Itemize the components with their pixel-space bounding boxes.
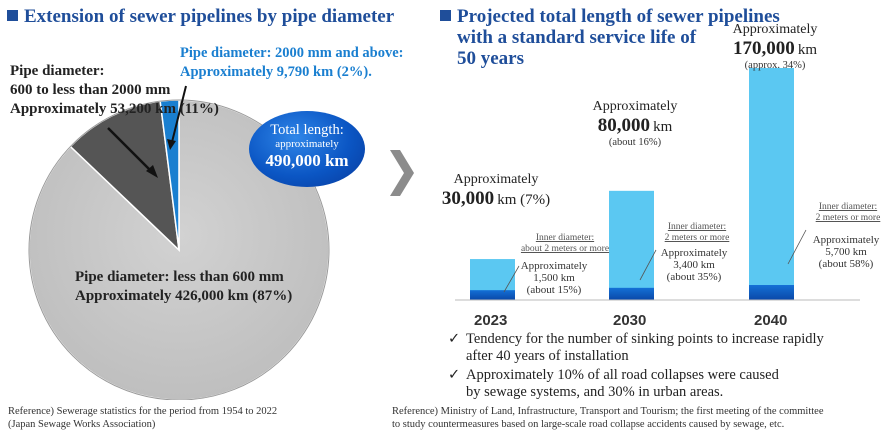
inner-label-2023-line2: about 2 meters or more (520, 244, 610, 254)
total-line1: Total length: (270, 122, 344, 138)
bar-label-2030-unit: km (653, 119, 673, 135)
bar-label-2040-approx: Approximately (732, 22, 818, 37)
inner-value-2040-line3: (about 58%) (818, 258, 874, 270)
bar-label-2030-approx: Approximately (592, 99, 678, 114)
total-line2: approximately (275, 138, 339, 150)
right-reference-line1: Reference) Ministry of Land, Infrastructure, Transport and Tourism; the first meeting of the committee (392, 406, 824, 417)
inner-value-2030 (652, 247, 736, 283)
pie-label-small-line1: Pipe diameter: less than 600 mm (75, 269, 284, 285)
inner-label-2040-line2: 2 meters or more (815, 213, 881, 223)
inner-value-2030-line1: Approximately (660, 247, 728, 259)
pie-label-small-line2: Approximately 426,000 km (87%) (75, 288, 293, 304)
bar-label-2030-sub: (about 16%) (608, 137, 662, 148)
left-heading-text: Extension of sewer pipelines by pipe diameter (24, 6, 395, 27)
check-mark-icon: ✓ (448, 331, 461, 347)
note-2-text1: Approximately 10% of all road collapses were caused (466, 367, 779, 383)
note-1-line2: after 40 years of installation (466, 348, 629, 364)
inner-value-2023-line3: (about 15%) (526, 284, 582, 296)
total-line3: 490,000 km (265, 151, 349, 170)
inner-value-2023-line1: Approximately (520, 260, 588, 272)
check-mark-icon: ✓ (448, 367, 461, 383)
bar-label-2023-value: 30,000 (441, 188, 495, 209)
inner-label-2023 (510, 233, 620, 255)
inner-value-2040 (804, 234, 888, 270)
inner-label-2030 (652, 222, 742, 244)
left-reference-line1: Reference) Sewerage statistics for the period from 1954 to 2022 (8, 406, 278, 417)
inner-value-2023 (514, 260, 594, 296)
note-1-line1 (448, 331, 824, 348)
note-2 (448, 367, 779, 401)
bar-inner-2023 (470, 290, 515, 300)
inner-value-2040-line2: 5,700 km (825, 246, 867, 258)
year-label-2030: 2030 (613, 312, 647, 329)
pie-label-large-line2: Approximately 9,790 km (2%). (180, 64, 372, 80)
inner-label-2040 (806, 202, 890, 224)
inner-label-2040-line1: Inner diameter: (818, 202, 878, 212)
bar-label-2040 (720, 22, 830, 72)
bar-label-2040-unit: km (797, 42, 818, 58)
right-heading-line3: 50 years (457, 48, 525, 69)
pie-label-medium-line2: 600 to less than 2000 mm (10, 82, 171, 98)
bar-label-2040-value-line (720, 38, 830, 60)
bar-total-2040 (749, 68, 794, 300)
left-reference-line2: (Japan Sewage Works Association) (8, 419, 156, 430)
note-2-line2: by sewage systems, and 30% in urban areas. (466, 384, 724, 400)
bar-inner-2030 (609, 288, 654, 300)
pie-label-medium-line1: Pipe diameter: (10, 63, 105, 79)
inner-value-2023-line2: 1,500 km (533, 272, 575, 284)
bar-label-2030-value: 80,000 (597, 115, 650, 136)
bar-label-2030-value-line (580, 115, 690, 137)
bar-label-2023 (436, 172, 556, 210)
bar-label-2030 (580, 99, 690, 149)
bar-label-2023-value-line (436, 188, 556, 210)
bar-inner-2040 (749, 285, 794, 300)
inner-label-2030-line1: Inner diameter: (667, 222, 727, 232)
bar-label-2040-sub: (approx. 34%) (744, 60, 806, 71)
right-reference (392, 405, 824, 431)
year-label-2040: 2040 (754, 312, 788, 329)
bar-label-2023-approx: Approximately (453, 172, 539, 187)
inner-value-2030-line2: 3,400 km (673, 259, 715, 271)
right-heading-line1-text: Projected total length of sewer pipelines (457, 6, 780, 27)
pie-label-large-line1: Pipe diameter: 2000 mm and above: (180, 45, 404, 61)
inner-value-2040-line1: Approximately (812, 234, 880, 246)
pie-label-medium-line3: Approximately 53,200 km (11%) (10, 101, 219, 117)
note-1-text1: Tendency for the number of sinking points to increase rapidly (466, 331, 824, 347)
bar-label-2040-value: 170,000 (732, 38, 795, 59)
right-reference-line2: to study countermeasures based on large-scale road collapse accidents caused by sewage, etc. (392, 419, 785, 430)
inner-label-2030-line2: 2 meters or more (664, 233, 730, 243)
right-heading-line2: with a standard service life of (457, 27, 697, 48)
note-1 (448, 331, 824, 365)
inner-label-2023-line1: Inner diameter: (535, 233, 595, 243)
note-2-line1 (448, 367, 779, 384)
year-label-2023: 2023 (474, 312, 508, 329)
bar-label-2023-unit: km (7%) (497, 192, 551, 208)
inner-value-2030-line3: (about 35%) (666, 271, 722, 283)
